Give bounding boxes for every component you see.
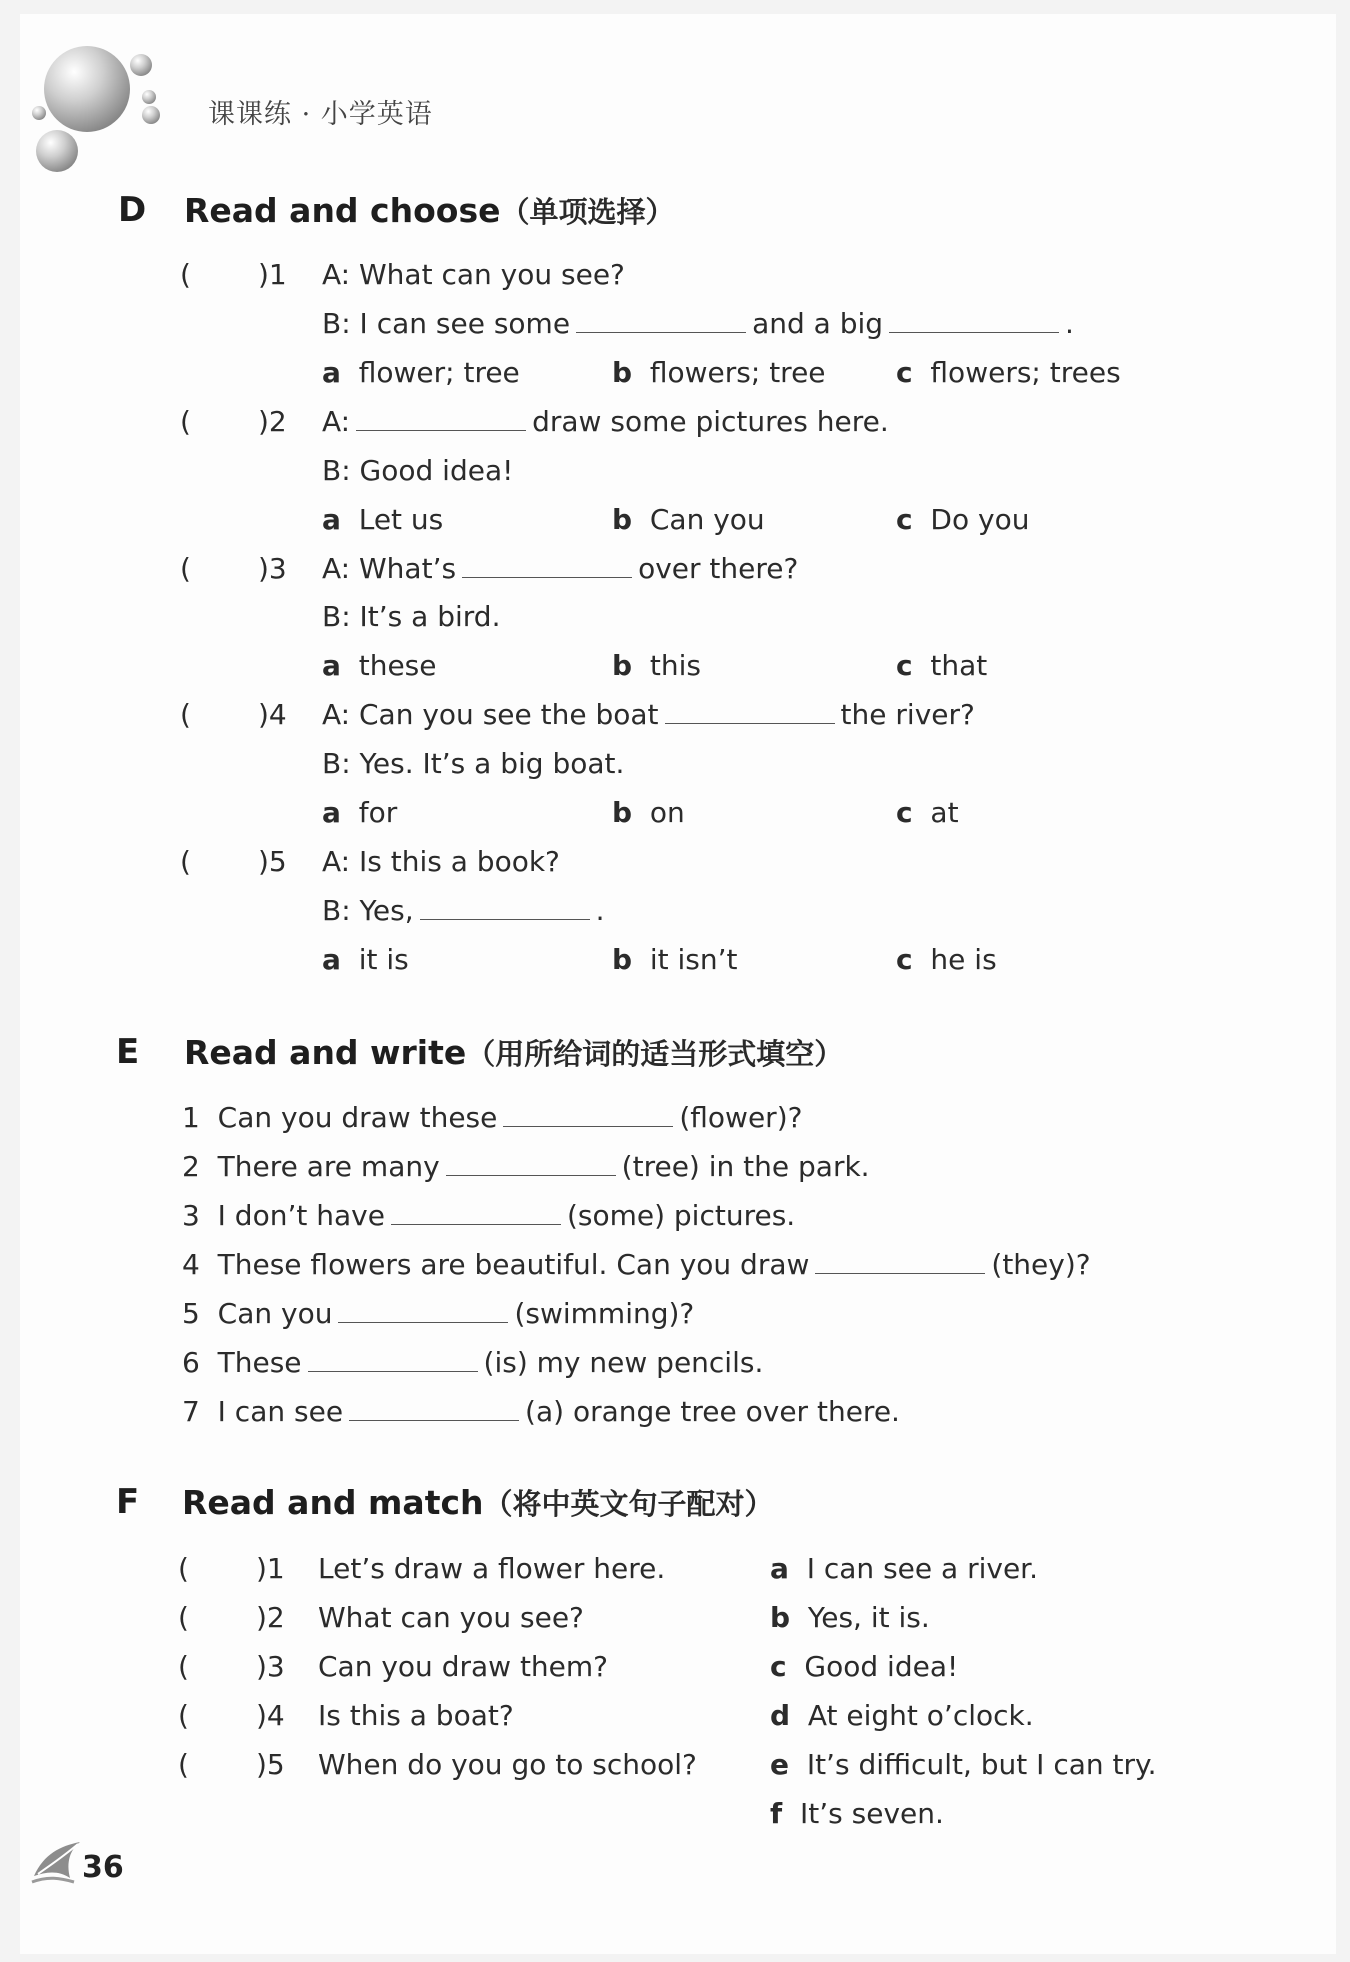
answer-text: It’s difficult, but I can try. xyxy=(806,1748,1157,1781)
answer-letter: c xyxy=(770,1650,787,1683)
item-number: 2 xyxy=(182,1150,200,1183)
fill-blank[interactable] xyxy=(446,1151,616,1176)
option-b[interactable] xyxy=(612,503,765,536)
line-text: A: xyxy=(322,405,351,438)
answer-paren-open: ( xyxy=(178,1699,189,1732)
item-text: These xyxy=(217,1346,302,1379)
item-number: 7 xyxy=(182,1395,200,1428)
list-item xyxy=(182,1199,795,1232)
option-letter: c xyxy=(896,649,913,682)
match-answer-a xyxy=(770,1552,1038,1585)
question-line: A: Is this a book? xyxy=(322,845,560,878)
item-text: I can see xyxy=(217,1395,344,1428)
answer-text: It’s seven. xyxy=(800,1797,944,1830)
option-b[interactable] xyxy=(612,943,738,976)
option-text: these xyxy=(358,649,437,682)
option-text: this xyxy=(649,649,701,682)
line-text: A: Can you see the boat xyxy=(322,698,659,731)
question-line: A: What can you see? xyxy=(322,258,625,291)
fill-blank[interactable] xyxy=(576,308,746,333)
option-a[interactable] xyxy=(322,503,443,536)
answer-text: Good idea! xyxy=(804,1650,959,1683)
option-a[interactable] xyxy=(322,796,397,829)
section-e-subtitle: （用所给词的适当形式填空） xyxy=(466,1037,844,1071)
line-text: and a big xyxy=(752,307,884,340)
match-question: When do you go to school? xyxy=(318,1748,697,1781)
match-answer-b xyxy=(770,1601,930,1634)
item-number: 4 xyxy=(182,1248,200,1281)
list-item xyxy=(182,1395,900,1428)
question-number: )2 xyxy=(256,1601,285,1634)
match-answer-c xyxy=(770,1650,958,1683)
answer-letter: b xyxy=(770,1601,791,1634)
list-item xyxy=(182,1150,870,1183)
item-text: There are many xyxy=(217,1150,440,1183)
section-e-title-text: Read and write xyxy=(184,1033,467,1072)
line-text: over there? xyxy=(638,552,799,585)
option-letter: c xyxy=(896,356,913,389)
item-text: (they)? xyxy=(991,1248,1091,1281)
item-text: (some) pictures. xyxy=(566,1199,796,1232)
fill-blank[interactable] xyxy=(356,406,526,431)
question-number: )4 xyxy=(258,698,287,731)
fill-blank[interactable] xyxy=(462,553,632,578)
page-number: 36 xyxy=(82,1850,124,1885)
question-number: )5 xyxy=(258,845,287,878)
section-d-title xyxy=(184,190,674,231)
section-f-title xyxy=(182,1482,774,1523)
option-letter: b xyxy=(612,503,633,536)
list-item xyxy=(182,1101,802,1134)
answer-text: I can see a river. xyxy=(806,1552,1039,1585)
question-number: )1 xyxy=(258,258,287,291)
answer-letter: d xyxy=(770,1699,791,1732)
answer-paren-open: ( xyxy=(180,845,191,878)
section-d-letter: D xyxy=(118,190,147,230)
section-f-letter: F xyxy=(116,1482,140,1522)
answer-letter: e xyxy=(770,1748,789,1781)
item-number: 6 xyxy=(182,1346,200,1379)
question-number: )3 xyxy=(256,1650,285,1683)
line-text: . xyxy=(1065,307,1074,340)
answer-paren-open: ( xyxy=(178,1601,189,1634)
question-number: )5 xyxy=(256,1748,285,1781)
question-line: B: It’s a bird. xyxy=(322,600,501,633)
fill-blank[interactable] xyxy=(815,1249,985,1274)
option-letter: a xyxy=(322,649,341,682)
item-text: (swimming)? xyxy=(514,1297,695,1330)
option-a[interactable] xyxy=(322,356,520,389)
line-text: B: Yes, xyxy=(322,894,414,927)
match-answer-d xyxy=(770,1699,1034,1732)
worksheet-page xyxy=(20,14,1336,1954)
answer-paren-open: ( xyxy=(180,552,191,585)
option-c[interactable] xyxy=(896,943,997,976)
option-text: it isn’t xyxy=(649,943,738,976)
option-text: Can you xyxy=(649,503,765,536)
item-text: (is) my new pencils. xyxy=(483,1346,764,1379)
option-text: it is xyxy=(358,943,409,976)
question-number: )4 xyxy=(256,1699,285,1732)
item-text: Can you xyxy=(217,1297,333,1330)
section-e-letter: E xyxy=(116,1032,140,1072)
option-letter: b xyxy=(612,356,633,389)
line-text: draw some pictures here. xyxy=(532,405,889,438)
item-text: I don’t have xyxy=(217,1199,385,1232)
match-question: Can you draw them? xyxy=(318,1650,609,1683)
answer-paren-open: ( xyxy=(178,1748,189,1781)
option-c[interactable] xyxy=(896,503,1029,536)
option-text: flower; tree xyxy=(358,356,520,389)
fill-blank[interactable] xyxy=(889,308,1059,333)
match-answer-f xyxy=(770,1797,944,1830)
answer-letter: f xyxy=(770,1797,783,1830)
match-answer-e xyxy=(770,1748,1156,1781)
option-b[interactable] xyxy=(612,649,701,682)
option-b[interactable] xyxy=(612,796,685,829)
fill-blank[interactable] xyxy=(420,895,590,920)
item-number: 1 xyxy=(182,1101,200,1134)
fill-blank[interactable] xyxy=(391,1200,561,1225)
option-a[interactable] xyxy=(322,943,409,976)
option-c[interactable] xyxy=(896,356,1121,389)
line-text: the river? xyxy=(840,698,975,731)
question-line: B: Yes. It’s a big boat. xyxy=(322,747,625,780)
option-letter: c xyxy=(896,796,913,829)
fill-blank[interactable] xyxy=(665,699,835,724)
option-text: flowers; tree xyxy=(649,356,826,389)
answer-paren-open: ( xyxy=(178,1650,189,1683)
leaf-icon xyxy=(30,1836,90,1886)
option-letter: b xyxy=(612,796,633,829)
option-text: he is xyxy=(930,943,997,976)
option-text: flowers; trees xyxy=(930,356,1121,389)
item-number: 3 xyxy=(182,1199,200,1232)
answer-paren-open: ( xyxy=(180,405,191,438)
list-item xyxy=(182,1346,763,1379)
section-e-title xyxy=(184,1032,843,1073)
option-letter: a xyxy=(322,796,341,829)
question-number: )2 xyxy=(258,405,287,438)
option-text: that xyxy=(930,649,988,682)
option-text: Do you xyxy=(930,503,1030,536)
section-d-title-text: Read and choose xyxy=(184,191,501,230)
item-text: (tree) in the park. xyxy=(621,1150,870,1183)
answer-paren-open: ( xyxy=(178,1552,189,1585)
option-letter: b xyxy=(612,943,633,976)
option-letter: b xyxy=(612,649,633,682)
answer-paren-open: ( xyxy=(180,698,191,731)
list-item xyxy=(182,1248,1091,1281)
item-text: (flower)? xyxy=(679,1101,803,1134)
option-letter: a xyxy=(322,503,341,536)
list-item xyxy=(182,1297,694,1330)
question-line xyxy=(322,405,889,438)
answer-letter: a xyxy=(770,1552,789,1585)
item-text: Can you draw these xyxy=(217,1101,498,1134)
option-text: for xyxy=(358,796,398,829)
option-letter: a xyxy=(322,943,341,976)
match-question: Let’s draw a flower here. xyxy=(318,1552,666,1585)
fill-blank[interactable] xyxy=(308,1347,478,1372)
option-a[interactable] xyxy=(322,649,436,682)
option-text: Let us xyxy=(358,503,444,536)
fill-blank[interactable] xyxy=(503,1102,673,1127)
match-question: What can you see? xyxy=(318,1601,584,1634)
option-b[interactable] xyxy=(612,356,826,389)
option-letter: c xyxy=(896,943,913,976)
option-letter: c xyxy=(896,503,913,536)
line-text: B: I can see some xyxy=(322,307,571,340)
option-letter: a xyxy=(322,356,341,389)
answer-text: At eight o’clock. xyxy=(807,1699,1034,1732)
option-text: at xyxy=(930,796,959,829)
item-text: (a) orange tree over there. xyxy=(525,1395,900,1428)
section-f-title-text: Read and match xyxy=(182,1483,484,1522)
section-d-subtitle: （单项选择） xyxy=(500,195,675,229)
question-number: )3 xyxy=(258,552,287,585)
item-text: These flowers are beautiful. Can you draw xyxy=(217,1248,810,1281)
question-line: B: Good idea! xyxy=(322,454,514,487)
option-c[interactable] xyxy=(896,796,959,829)
question-line xyxy=(322,307,1074,340)
answer-text: Yes, it is. xyxy=(807,1601,930,1634)
question-line xyxy=(322,698,975,731)
line-text: A: What’s xyxy=(322,552,457,585)
header-title: 课课练 · 小学英语 xyxy=(208,99,433,130)
fill-blank[interactable] xyxy=(338,1298,508,1323)
section-f-subtitle: （将中英文句子配对） xyxy=(483,1487,774,1521)
question-line xyxy=(322,894,605,927)
item-number: 5 xyxy=(182,1297,200,1330)
option-c[interactable] xyxy=(896,649,987,682)
question-line xyxy=(322,552,798,585)
line-text: . xyxy=(595,894,605,927)
match-question: Is this a boat? xyxy=(318,1699,514,1732)
option-text: on xyxy=(649,796,685,829)
question-number: )1 xyxy=(256,1552,285,1585)
answer-paren-open: ( xyxy=(180,258,191,291)
fill-blank[interactable] xyxy=(349,1396,519,1421)
